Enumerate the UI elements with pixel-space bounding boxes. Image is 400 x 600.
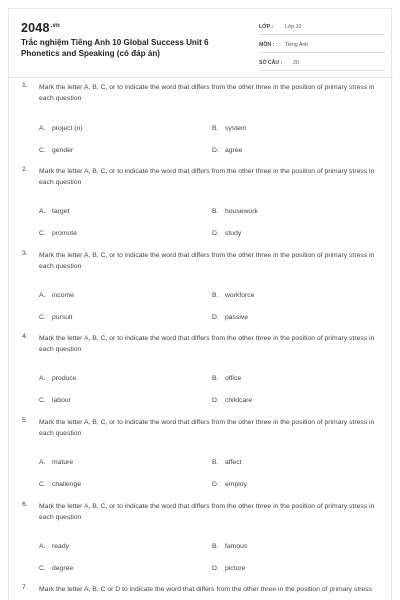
- logo-text: 2048: [21, 21, 50, 35]
- option-a[interactable]: [39, 292, 74, 299]
- option-text: passive: [225, 314, 249, 321]
- question-text: Mark the letter A, B, C, or to indicate the word that differs from the other three in the position of primary stress in each question: [39, 168, 375, 187]
- meta-row-count: [259, 57, 385, 71]
- option-text: project (n): [52, 125, 83, 132]
- option-letter: C.: [39, 314, 46, 321]
- option-text: labour: [52, 397, 71, 404]
- question-number: 5.: [22, 417, 28, 424]
- option-letter: B.: [212, 459, 219, 466]
- option-text: childcare: [225, 397, 253, 404]
- question-text: Mark the letter A, B, C, or to indicate the word that differs from the other three in the position of primary stress in each question: [39, 84, 375, 103]
- question-text: Mark the letter A, B, C, or to indicate the word that differs from the other three in the position of primary stress in each question: [39, 419, 375, 438]
- option-text: mature: [52, 459, 74, 466]
- question-number: 2.: [22, 166, 28, 173]
- option-letter: D.: [212, 230, 219, 237]
- logo-suffix: .vn: [50, 22, 60, 29]
- option-letter: A.: [39, 543, 46, 550]
- question-text: Mark the letter A, B, C, or to indicate the word that differs from the other three in the position of primary stress in each question: [39, 503, 375, 522]
- question-text: Mark the letter A, B, C, or to indicate the word that differs from the other three in the position of primary stress in each question: [39, 335, 375, 354]
- option-letter: A.: [39, 208, 46, 215]
- option-text: office: [225, 375, 242, 382]
- worksheet: [8, 8, 392, 600]
- header-divider: [9, 77, 393, 78]
- option-b[interactable]: [212, 292, 254, 299]
- question-text: Mark the letter A, B, C, or to indicate the word that differs from the other three in the position of primary stress in each question: [39, 252, 375, 271]
- question-number: 3.: [22, 250, 28, 257]
- site-logo[interactable]: [21, 21, 60, 35]
- option-b[interactable]: [212, 543, 247, 550]
- option-letter: B.: [212, 208, 219, 215]
- option-text: study: [225, 230, 242, 237]
- option-letter: C.: [39, 481, 46, 488]
- option-d[interactable]: [212, 481, 247, 488]
- question-number: 4.: [22, 333, 28, 340]
- option-text: produce: [52, 375, 77, 382]
- option-letter: C.: [39, 397, 46, 404]
- option-d[interactable]: [212, 565, 245, 572]
- option-text: challenge: [52, 481, 82, 488]
- option-letter: B.: [212, 292, 219, 299]
- option-text: workforce: [225, 292, 255, 299]
- option-text: ready: [52, 543, 70, 550]
- option-c[interactable]: [39, 147, 73, 154]
- question-number: 1.: [22, 82, 28, 89]
- option-c[interactable]: [39, 565, 73, 572]
- option-text: affect: [225, 459, 242, 466]
- option-b[interactable]: [212, 375, 241, 382]
- meta-label: SỐ CÂU :: [259, 60, 283, 66]
- option-c[interactable]: [39, 230, 77, 237]
- meta-row-subject: [259, 39, 385, 53]
- option-text: promote: [52, 230, 77, 237]
- option-c[interactable]: [39, 481, 81, 488]
- option-d[interactable]: [212, 147, 242, 154]
- option-letter: A.: [39, 375, 46, 382]
- option-text: housework: [225, 208, 258, 215]
- option-a[interactable]: [39, 375, 77, 382]
- question-number: 7.: [22, 584, 28, 591]
- option-b[interactable]: [212, 208, 258, 215]
- option-letter: D.: [212, 397, 219, 404]
- meta-label: LỚP :: [259, 24, 274, 30]
- option-letter: A.: [39, 292, 46, 299]
- option-letter: B.: [212, 543, 219, 550]
- option-letter: B.: [212, 125, 219, 132]
- option-b[interactable]: [212, 125, 247, 132]
- option-text: employ: [225, 481, 247, 488]
- option-text: gender: [52, 147, 74, 154]
- option-d[interactable]: [212, 314, 248, 321]
- option-letter: D.: [212, 481, 219, 488]
- worksheet-header: [9, 9, 393, 71]
- question-number: 6.: [22, 501, 28, 508]
- option-a[interactable]: [39, 208, 69, 215]
- option-text: pursuit: [52, 314, 73, 321]
- option-text: system: [225, 125, 247, 132]
- option-a[interactable]: [39, 543, 69, 550]
- option-letter: A.: [39, 125, 46, 132]
- option-d[interactable]: [212, 230, 241, 237]
- meta-info: [259, 21, 385, 75]
- option-letter: D.: [212, 565, 219, 572]
- option-d[interactable]: [212, 397, 252, 404]
- option-letter: A.: [39, 459, 46, 466]
- page-title: Trắc nghiệm Tiếng Anh 10 Global Success Unit 6 Phonetics and Speaking (có đáp án): [21, 38, 209, 58]
- meta-row-class: [259, 21, 385, 35]
- option-text: famous: [225, 543, 248, 550]
- option-letter: C.: [39, 565, 46, 572]
- option-text: income: [52, 292, 74, 299]
- option-text: agree: [225, 147, 243, 154]
- option-letter: D.: [212, 147, 219, 154]
- meta-label: MÔN :: [259, 42, 275, 48]
- question-text: Mark the letter A, B, C or D to indicate the word that differs from the other three in the position of primary stress: [39, 586, 373, 593]
- option-text: degree: [52, 565, 74, 572]
- option-letter: C.: [39, 147, 46, 154]
- meta-value: Tiếng Anh: [285, 42, 309, 48]
- option-letter: C.: [39, 230, 46, 237]
- meta-value: 20: [293, 60, 299, 66]
- option-text: target: [52, 208, 70, 215]
- meta-value: Lớp 10: [285, 24, 302, 30]
- option-text: picture: [225, 565, 246, 572]
- option-b[interactable]: [212, 459, 242, 466]
- option-c[interactable]: [39, 397, 71, 404]
- option-a[interactable]: [39, 125, 83, 132]
- option-letter: D.: [212, 314, 219, 321]
- option-letter: B.: [212, 375, 219, 382]
- option-a[interactable]: [39, 459, 73, 466]
- option-c[interactable]: [39, 314, 72, 321]
